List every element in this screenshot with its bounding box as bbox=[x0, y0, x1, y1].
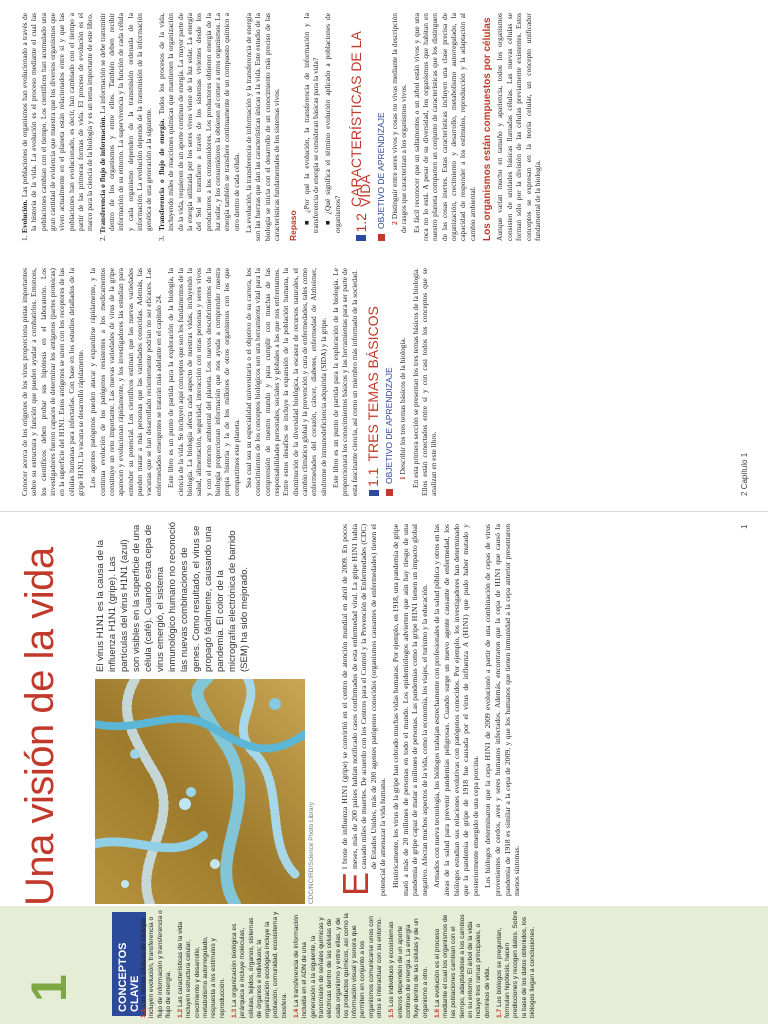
body-paragraph: La evolución, la transferencia de información y la transferencia de energía son las fuerzas que dan las características únicas a la vida. Este estudio de la biología se inicia con el desarrollo de un conocimiento más preciso de las características fundamentales de los sistemas vivos. bbox=[243, 13, 281, 241]
left-column bbox=[20, 268, 442, 496]
key-concept-item bbox=[177, 910, 227, 1018]
intro-paragraph: Armados con nueva tecnología, los biólogos trabajan estrechamente con profesionales de la salud pública y otros en las áreas de la salud para prevenir pandemias peligrosas. Cuando surge un nuevo agente causante de enfermedad, los biólogos estudian sus relaciones evolutivas con patógenos conocidos. Por ejemplo, los investigadores han determinado que la pandemia de gripe de 1918 fue causada por el virus de influenza A (H1N1) que pudo haber mutado y posteriormente emergido de una cepa porcina. bbox=[432, 524, 480, 896]
page-number: 1 bbox=[740, 524, 749, 529]
image-caption: El virus H1N1 es la causa de la influenza H1N1 (gripe). Las partículas del virus H1N1 (azul) son visibles en la superficie de una célula (café). Cuando esta cepa de virus emergió, el sistema inmunológico humano no reconoció las nuevas combinaciones de genes. Como resultado, el virus se propagó fácilmente, causando una pandemia. El color de la micrografía electrónica de barrido (SEM) ha sido mejorado. bbox=[95, 522, 250, 672]
body-paragraph: Sea cual sea su especialidad universitaria o el objetivo de su carrera, los conocimientos de los conceptos biológicos son una herramienta vital para la comprensión de nuestro mundo y para cumplir con muchas de las responsabilidades personales, sociales y globales a las que nos enfrentamos. Entre estos desafíos se incluye la expansión de la población humana, la disminución de la diversidad biológica, la escasez de recursos naturales, el cambio climático global y la prevención y cura de enfermedades, tales como enfermedades del corazón, cáncer, diabetes, enfermedad de Alzheimer, síndrome de inmunodeficiencia adquirida (SIDA) y la gripe. bbox=[243, 268, 328, 496]
subsection-heading: Los organismos están compuestos por células bbox=[482, 17, 494, 241]
key-concept-number: 1.7 bbox=[495, 1008, 503, 1018]
image-credit: CDC/NCIRD/Science Photo Library bbox=[308, 802, 315, 904]
key-concept-item bbox=[496, 910, 537, 1018]
theme-number: 1. bbox=[20, 235, 29, 241]
body-paragraph: Este libro es un punto de partida para la exploración de la biología. Le proporcionará los conocimientos básicos y las herramientas para ser parte de esta fascinante ciencia, así como un miembro más informado de la sociedad. bbox=[331, 268, 359, 496]
body-paragraph: Este libro es un punto de partida para la exploración de la biología, la ciencia de la vida. Se incluyen aquí conceptos que son los fundamentos de la biología. La biología afecta cada aspecto de nuestras vidas, incluyendo la salud, alimentación, seguridad, interacción con otras personas y seres vivos y con el entorno ambiental del planeta. Los nuevos descubrimientos de la biología proporcionan información que nos ayuda a comprender nuestra propia historia y la de los millones de otros organismos con los que compartimos este planeta. bbox=[166, 268, 241, 496]
key-concepts-list bbox=[140, 910, 541, 1018]
key-concept-text: La organización biológica es jerárquica e incluye moléculas, células, tejidos, órganos, sistemas de órganos e individuos; la organización ecológica incluye la población, comunidad, ecosistema y biosfera. bbox=[230, 911, 288, 1018]
key-concept-item bbox=[434, 910, 492, 1018]
body-paragraph: Es fácil reconocer que un saltamontes o un árbol están vivos y que una roca no lo está. A pesar de su diversidad, los organismos que habitan en nuestro planeta comparten un conjunto de características que los distinguen de las cosas inertes. Estas características incluyen una clase precisa de organización, crecimiento y desarrollo, metabolismo autorregulado, la capacidad de responder a los estímulos, reproducción y la adaptación al cambio ambiental. bbox=[411, 13, 477, 241]
key-concept-item bbox=[231, 910, 289, 1018]
theme-number: 3. bbox=[156, 235, 166, 241]
key-concept-number: 1.3 bbox=[230, 1008, 238, 1018]
key-concept-text: Los temas básicos de biología incluyen evolución, transferencia o flujo de información y transferencia o flujo de energía. bbox=[140, 910, 172, 1018]
basic-theme-item bbox=[20, 13, 95, 241]
right-column bbox=[20, 13, 545, 241]
theme-number: 2. bbox=[97, 235, 107, 241]
chapter-introduction bbox=[335, 524, 525, 896]
intro-paragraph: E l brote de influenza H1N1 (gripe) se convirtió en el centro de atención mundial en abril de 2009. En pocos meses, más de 200 países habían notificado casos confirmados de esta enfermedad viral. La gripe H1N1 había causado miles de muertes. De acuerdo con los Centros para el Control y la Prevención de Enfermedades (CDC) de Estados Unidos, más de 200 agentes patógenos conocidos (organismos causantes de enfermedades) tienen el potencial de amenazar la vida humana. bbox=[335, 524, 388, 896]
key-concept-number: 1.6 bbox=[433, 1008, 441, 1018]
key-concept-text: La transferencia de información incluida en el ADN de una generación a la siguiente, la transmisión de señales químicas y eléctricas dentro de las células de cada organismo y entre ellas, y de los productos químicos, así como la información visual y sonora que permiten en conjunto a los organismos comunicarse unos con otros e interactuar con su entorno. bbox=[293, 913, 384, 1018]
review-question: ■ ¿Qué significa el término evolución aplicado a poblaciones de organismos? bbox=[323, 13, 342, 233]
chapter-number: 1 bbox=[21, 974, 77, 1002]
key-concept-text: Las características de la vida incluyen estructura celular, crecimiento y desarrollo, metabolismo autorregulado, respuesta a los estímulos y reproducción. bbox=[177, 921, 226, 1018]
section-marker-icon bbox=[356, 236, 366, 242]
learning-objective: 2 Distinguir entre seres vivos y cosas no vivas mediante la descripción de rasgos que caracterizan a los organismos vivos. bbox=[390, 13, 409, 233]
key-concept-number: 1.5 bbox=[388, 1008, 396, 1018]
chapter-opening-page bbox=[0, 512, 768, 1024]
learning-objective-heading: OBJETIVO DE APRENDIZAJE bbox=[385, 268, 394, 496]
review-question: ■ ¿Por qué la evolución, la transferencia de información y la transferencia de energía se consideran básicas para la vida? bbox=[301, 13, 320, 233]
h1n1-micrograph-image bbox=[95, 679, 305, 904]
basic-themes-list bbox=[20, 13, 241, 241]
intro-paragraph: Históricamente, los virus de la gripe han cobrado muchas vidas humanas. Por ejemplo, en 1918, una pandemia de gripe mató a más de 20 millones de personas en todo el mundo. Los epidemiólogos advierten que aún hay riesgo de una pandemia de gripe capaz de matar a millones de personas. Las pandemias como la gripe H1N1 tienen un impacto global negativo. Afectan muchos aspectos de la vida, como la economía, los viajes, el turismo y la educación. bbox=[390, 524, 429, 896]
basic-theme-item bbox=[157, 13, 241, 241]
theme-lead: Evolución. bbox=[20, 199, 29, 234]
theme-lead: Transferencia o flujo de energía. bbox=[156, 118, 166, 232]
section-heading-1-1: 1.1 TRES TEMAS BÁSICOS bbox=[369, 268, 379, 496]
learning-objective: 1 Describir los tres temas básicos de la biología. bbox=[398, 337, 408, 480]
key-concept-text: Los individuos y ecosistemas enteros dependen de un aporte continuo de energía. La energía fluye dentro de las células y de un organismo a otro. bbox=[388, 918, 429, 1018]
key-concept-item bbox=[388, 910, 429, 1018]
key-concept-text: La evolución es el proceso mediante el cual los organismos de las poblaciones cambian con el tiempo, adaptándose a los cambios en su entorno. El árbol de la vida incluye tres ramas principales, o dominios de vida. bbox=[433, 914, 491, 1018]
page-footer: 2 Capítulo 1 bbox=[740, 452, 749, 496]
learning-objective-heading: OBJETIVO DE APRENDIZAJE bbox=[377, 13, 386, 241]
key-concept-number: 1.1 bbox=[140, 1008, 147, 1018]
drop-cap: E bbox=[335, 871, 376, 896]
key-concepts-heading: CONCEPTOS CLAVE bbox=[112, 912, 146, 1016]
body-paragraph: Aunque varían mucho en tamaño y apariencia, todos los organismos consisten de unidades básicas llamadas células. Las nuevas células se forman sólo por la división de las células previamente existentes. Estos conceptos se expresan en la teoría celular, un concepto unificador fundamental de la biología. bbox=[495, 13, 542, 241]
section-heading-1-2: 1.2 CARACTERÍSTICAS DE LA VIDA bbox=[352, 13, 371, 241]
key-concept-number: 1.4 bbox=[293, 1008, 301, 1018]
theme-lead: Transferencia o flujo de información. bbox=[97, 115, 107, 234]
key-concept-number: 1.2 bbox=[177, 1008, 185, 1018]
theme-text: Las poblaciones de organismos han evolucionado a través de la historia de la vida. La evolución es el proceso mediante el cual las poblaciones cambian con el tiempo. Los científicos han acumulado una gran cantidad de evidencia que muestra que los diversos organismos que viven actualmente en el planeta están relacionados entre sí y que las poblaciones han evolucionado, es decir, han cambiado con el tiempo a partir de las primeras formas de vida. El proceso de evolución es el marco para la ciencia de la biología y es un tema importante de este libro. bbox=[20, 13, 95, 231]
body-paragraph: Conocer acerca de los orígenes de los virus proporciona pistas importantes sobre su estructura y función que pueden ayudar a combatirlos. Entonces, los científicos deben probar sus hipótesis en el laboratorio. Los investigadores fueron capaces de determinar los antígenos (partes proteicas) en la superficie del H1N1. Estos antígenos se unen con los receptores de las células humanas para infectarlas. Con base en los estudios detallados de la gripe H1N1, la vacuna se desarrolló rápidamente. bbox=[20, 268, 86, 496]
body-paragraph: Los agentes patógenos pueden atacar y expandirse rápidamente, y la continua evolución de los patógenos resistentes a los medicamentos constituye un reto importante. Las nuevas variedades de virus de la gripe aparecen y evolucionan rápidamente, y los investigadores las estudian para entender su potencial. Los científicos estiman que las nuevas variedades pueden matar a más personas que las variedades conocidas. Además, las vacunas que se han desarrollado recientemente podrían no ser eficaces. Las enfermedades emergentes se tratarán más adelante en el capítulo 24. bbox=[88, 268, 163, 496]
body-paragraph: En esta primera sección se presentan los tres temas básicos de la biología. Ellos están conectados entre sí y con casi todos los conceptos que se analizan en este libro. bbox=[410, 268, 439, 496]
objective-marker-icon bbox=[378, 234, 385, 241]
virus-particles-illustration bbox=[95, 679, 305, 904]
theme-text: Todos los procesos de la vida, incluyendo miles de reacciones químicas que mantienen la organización de la vida, requieren de un aporte continuo de energía. La mayor parte de la energía utilizada por los seres vivos viene de la luz solar. La energía del Sol se transfiere a través de los sistemas vivientes desde los productores a los consumidores. Los productores obtienen energía de la luz solar, y los consumidores la obtienen al comer a otros organismos. La energía también se transfiere continuamente de un compuesto químico a otro dentro de cada célula. bbox=[156, 13, 241, 231]
review-heading: Repaso bbox=[288, 210, 299, 241]
key-concept-text: Los biólogos se preguntan, formulan hipótesis, hacen predicciones y recogen datos. Sobre la base de los datos obtenidos, los biólogos llegan a conclusiones. bbox=[495, 910, 537, 1018]
key-concept-item bbox=[293, 910, 384, 1018]
basic-theme-item bbox=[98, 13, 154, 241]
intro-paragraph: Los biólogos determinaron que la cepa H1N1 de 2009 evolucionó a partir de una combinación de cepas de virus provenientes de cerdos, aves y seres humanos infectados. Además, encontraron que la cepa de H1N1 que causó la pandemia de 1918 es similar a la cepa de 2009, y que los humanos que tienen inmunidad a la cepa anterior presentaron menos síntomas. bbox=[483, 524, 522, 896]
chapter-title: Una visión de la vida bbox=[18, 547, 62, 906]
objective-marker-icon bbox=[386, 489, 393, 496]
section-marker-icon bbox=[369, 490, 379, 496]
key-concept-item bbox=[140, 910, 173, 1018]
theme-text: La información se debe transmitir dentro de los organismos y entre ellos. También deben recibir información de su entorno. La supervivencia y la función de cada célula y cada organismo dependen de la transmisión ordenada de la información. La evolución depende de la transmisión de la información genética de una generación a la siguiente. bbox=[97, 13, 154, 231]
